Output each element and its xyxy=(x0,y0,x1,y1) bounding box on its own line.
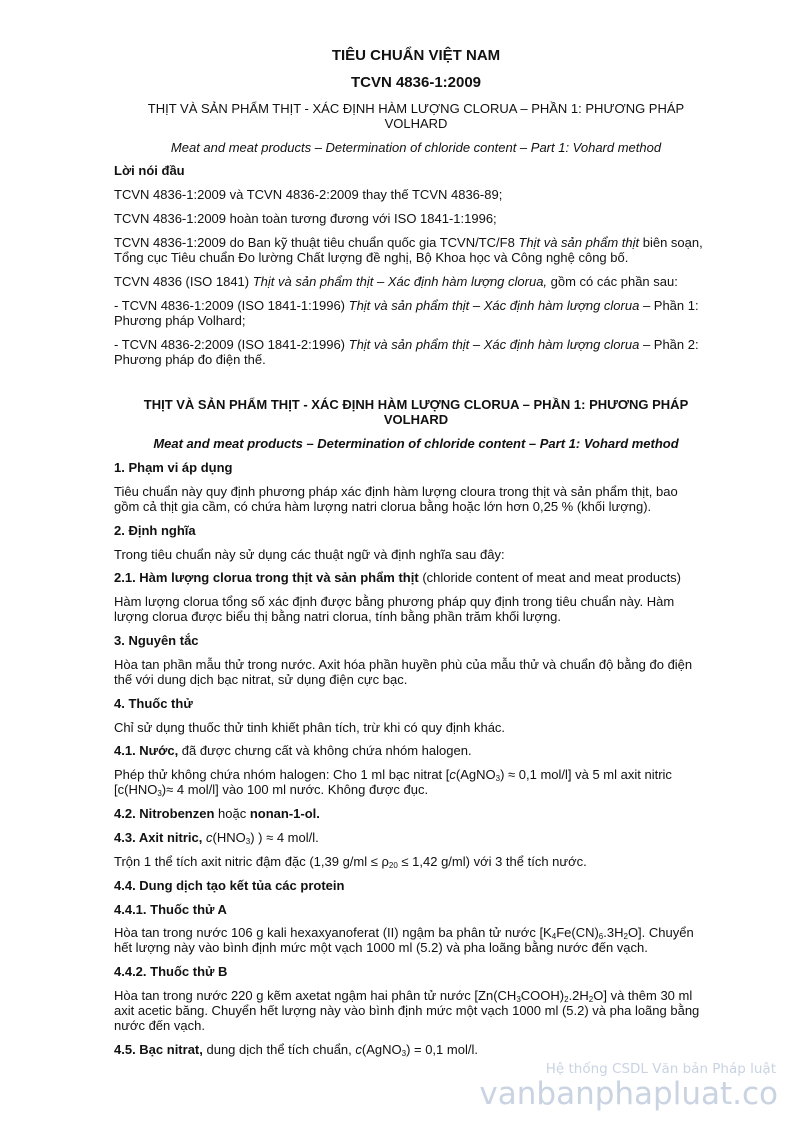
s1-heading: 1. Phạm vi áp dụng xyxy=(114,460,233,475)
foreword-p6: - TCVN 4836-2:2009 (ISO 1841-2:1996) Thịt và sản phẩm thịt – Xác định hàm lượng clorua – Phần 2: xyxy=(114,337,699,352)
s441-heading: 4.4.1. Thuốc thử A xyxy=(114,902,227,917)
s442-line2: axit acetic băng. Chuyển hết lượng này vào bình định mức một vạch 1000 ml (5.2) và pha loãng bằng xyxy=(114,1003,700,1018)
foreword-p4: TCVN 4836 (ISO 1841) Thịt và sản phẩm thịt – Xác định hàm lượng clorua, gồm có các phần sau: xyxy=(114,274,678,289)
s3-line1: Hòa tan phần mẫu thử trong nước. Axit hóa phần huyền phù của mẫu thử và chuẩn độ bằng đo điện xyxy=(114,657,693,672)
s4-heading: 4. Thuốc thử xyxy=(114,696,193,711)
s442-heading: 4.4.2. Thuốc thử B xyxy=(114,964,228,979)
s21-def-line2: lượng clorua được biểu thị bằng natri clorua, tính bằng phần trăm khối lượng. xyxy=(114,609,561,624)
title-vn-line2: VOLHARD xyxy=(384,116,448,131)
s21-def-line1: Hàm lượng clorua tổng số xác định được bằng phương pháp quy định trong tiêu chuẩn này. Hàm xyxy=(114,594,675,609)
body-title-line2: VOLHARD xyxy=(383,412,449,427)
foreword-p3: TCVN 4836-1:2009 do Ban kỹ thuật tiêu chuẩn quốc gia TCVN/TC/F8 Thịt và sản phẩm thịt biên soạn, xyxy=(114,235,703,250)
body-title-en: Meat and meat products – Determination of chloride content – Part 1: Vohard method xyxy=(153,436,679,451)
s43-mix-line: Trộn 1 thể tích axit nitric đậm đặc (1,39 $g/ml \le \rho_{20} \le 1,42$ g/ml) với 3 thể tích nước. xyxy=(114,854,587,870)
foreword-p2: TCVN 4836-1:2009 hoàn toàn tương đương với ISO 1841-1:1996; xyxy=(114,211,497,226)
s21-line: 2.1. Hàm lượng clorua trong thịt và sản phẩm thịt (chloride content of meat and meat products) xyxy=(114,570,682,585)
title-vn-line1: THỊT VÀ SẢN PHẨM THỊT - XÁC ĐỊNH HÀM LƯỢNG CLORUA – PHẦN 1: PHƯƠNG PHÁP xyxy=(147,101,685,116)
s41-line: 4.1. Nước, đã được chưng cất và không chứa nhóm halogen. xyxy=(114,743,472,758)
standard-name: TIÊU CHUẨN VIỆT NAM xyxy=(331,47,501,64)
s41-test-line2: [$c(HNO_3)\approx 4$ mol/l] vào 100 ml nước. Không được đục. xyxy=(114,782,429,798)
s442-line3: nước đến vạch. xyxy=(114,1018,205,1033)
watermark-line2: vanbanphapluat.co xyxy=(479,1076,778,1112)
foreword-heading: Lời nói đầu xyxy=(114,163,185,178)
foreword-p3-line2: Tổng cục Tiêu chuẩn Đo lường Chất lượng đề nghị, Bộ Khoa học và Công nghệ công bố. xyxy=(114,250,629,265)
foreword-p1: TCVN 4836-1:2009 và TCVN 4836-2:2009 thay thế TCVN 4836-89; xyxy=(114,187,503,202)
s1-line2: gồm cả thịt gia cầm, có chứa hàm lượng natri clorua bằng hoặc lớn hơn 0,25 % (khối lượng). xyxy=(114,499,652,514)
watermark-line1: Hệ thống CSDL Văn bản Pháp luật xyxy=(545,1061,776,1077)
body-title-line1: THỊT VÀ SẢN PHẨM THỊT - XÁC ĐỊNH HÀM LƯỢNG CLORUA – PHẦN 1: PHƯƠNG PHÁP xyxy=(143,397,689,412)
s44-heading: 4.4. Dung dịch tạo kết tủa các protein xyxy=(114,878,345,893)
s4-intro: Chỉ sử dụng thuốc thử tinh khiết phân tích, trừ khi có quy định khác. xyxy=(114,720,506,735)
standard-code: TCVN 4836-1:2009 xyxy=(350,74,482,91)
s45-line: 4.5. Bạc nitrat, dung dịch thể tích chuẩn, c(AgNO$_3$) = 0,1 mol/l. xyxy=(114,1042,478,1058)
title-en: Meat and meat products – Determination of chloride content – Part 1: Vohard method xyxy=(170,140,662,155)
s43-line: 4.3. Axit nitric, $c(HNO_3)$ ) ≈ 4 mol/l. xyxy=(114,830,319,846)
s3-line2: thế với dung dịch bạc nitrat, sử dụng điện cực bạc. xyxy=(114,672,408,687)
s441-line1: Hòa tan trong nước 106 g kali hexaxyanoferat (II) ngậm ba phân tử nước $[K_4Fe(CN)_6.3H_2O]$. Chuyển xyxy=(114,925,694,941)
s1-line1: Tiêu chuẩn này quy định phương pháp xác định hàm lượng cloura trong thịt và sản phẩm thịt, bao xyxy=(114,484,678,499)
s42-line: 4.2. Nitrobenzen hoặc nonan-1-ol. xyxy=(114,806,320,821)
s442-line1: Hòa tan trong nước 220 g kẽm axetat ngậm hai phân tử nước $[Zn(CH_3COOH)_2.2H_2O]$ và thêm 30 ml xyxy=(114,988,693,1004)
s41-test-line1: Phép thử không chứa nhóm halogen: Cho 1 ml bạc nitrat [c(AgNO$_3$) ≈ 0,1 mol/l] và 5 ml axit nitric xyxy=(114,767,672,783)
s3-heading: 3. Nguyên tắc xyxy=(114,633,199,648)
s441-line2: hết lượng này vào bình định mức một vạch 1000 ml (5.2) và pha loãng bằng nước đến vạch. xyxy=(114,940,648,955)
foreword-p5: - TCVN 4836-1:2009 (ISO 1841-1:1996) Thịt và sản phẩm thịt – Xác định hàm lượng clorua – Phần 1: xyxy=(114,298,699,313)
foreword-p5-line2: Phương pháp Volhard; xyxy=(114,313,246,328)
s2-intro: Trong tiêu chuẩn này sử dụng các thuật ngữ và định nghĩa sau đây: xyxy=(114,547,505,562)
foreword-p6-line2: Phương pháp đo điện thế. xyxy=(114,352,266,367)
s2-heading: 2. Định nghĩa xyxy=(114,523,196,538)
